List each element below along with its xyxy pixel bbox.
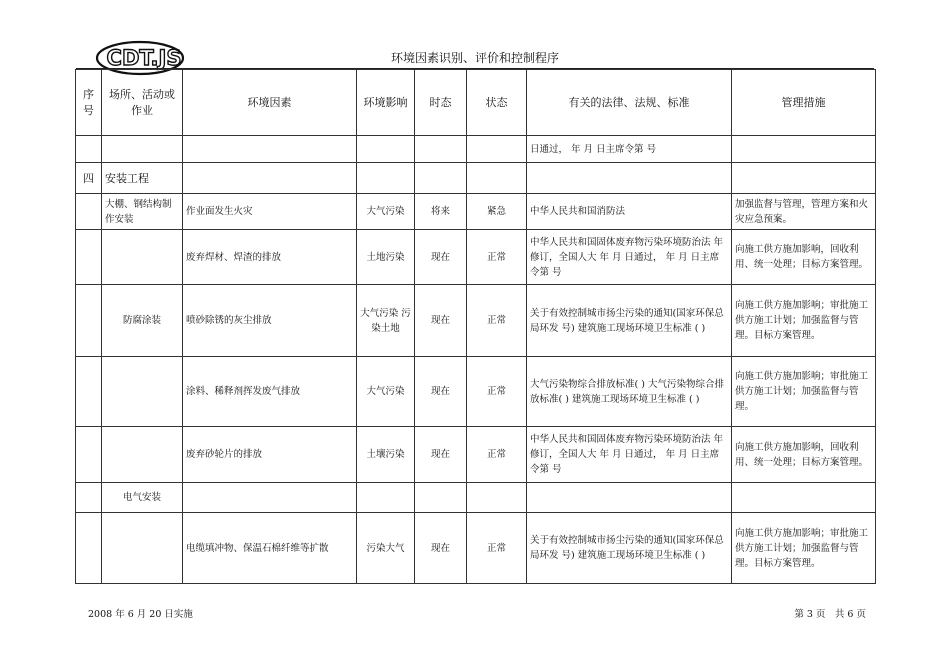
logo-text: CDT.JS [106, 46, 182, 70]
cell-measures [732, 483, 876, 513]
cell-state: 正常 [467, 230, 527, 285]
cell-place: 防腐涂装 [102, 285, 183, 357]
cell-measures: 向施工供方施加影响；审批施工供方施工计划；加强监督与管理。 [732, 357, 876, 427]
cell-state: 正常 [467, 427, 527, 483]
cell-measures: 向施工供方施加影响，回收利用、统一处理；目标方案管理。 [732, 427, 876, 483]
cell-impact: 大气污染 [357, 194, 415, 230]
cell-place: 电气安装 [102, 483, 183, 513]
cell-factor: 喷砂除锈的灰尘排放 [183, 285, 357, 357]
cell-tense [415, 163, 467, 194]
cell-tense: 现在 [415, 513, 467, 584]
table-row [76, 194, 876, 230]
cell-tense [415, 483, 467, 513]
cell-tense [415, 136, 467, 163]
header-seq: 序号 [76, 70, 102, 136]
cell-tense: 现在 [415, 285, 467, 357]
cell-impact [357, 163, 415, 194]
cell-law: 关于有效控制城市扬尘污染的通知(国家环保总局环发 号) 建筑施工现场环境卫生标准 ( ) [527, 513, 732, 584]
cell-seq [76, 230, 102, 285]
footer-page-number: 第 3 页 共 6 页 [794, 609, 866, 620]
cell-law: 关于有效控制城市扬尘污染的通知(国家环保总局环发 号) 建筑施工现场环境卫生标准 ( ) [527, 285, 732, 357]
cell-measures [732, 163, 876, 194]
cell-factor: 涂料、稀释剂挥发废气排放 [183, 357, 357, 427]
cell-seq [76, 513, 102, 584]
cell-measures: 向施工供方施加影响，回收利用、统一处理；目标方案管理。 [732, 230, 876, 285]
header-impact: 环境影响 [357, 70, 415, 136]
cell-tense: 现在 [415, 427, 467, 483]
table-row [76, 483, 876, 513]
cell-seq [76, 357, 102, 427]
footer-effective-date: 2008 年 6 月 20 日实施 [88, 609, 193, 620]
cell-place [102, 427, 183, 483]
cell-seq [76, 194, 102, 230]
cell-tense: 将来 [415, 194, 467, 230]
cell-state: 正常 [467, 357, 527, 427]
table-row [76, 427, 876, 483]
cell-state: 正常 [467, 513, 527, 584]
cell-state [467, 136, 527, 163]
cell-law: 中华人民共和国消防法 [527, 194, 732, 230]
cell-factor: 作业面发生火灾 [183, 194, 357, 230]
table-header-row [76, 70, 876, 136]
cell-tense: 现在 [415, 357, 467, 427]
cell-measures: 加强监督与管理，管理方案和火灾应急预案。 [732, 194, 876, 230]
cell-factor [183, 136, 357, 163]
cell-state [467, 163, 527, 194]
cell-impact: 大气污染 污染土地 [357, 285, 415, 357]
cell-place [102, 357, 183, 427]
header-state: 状态 [467, 70, 527, 136]
cell-factor [183, 483, 357, 513]
cell-state: 紧急 [467, 194, 527, 230]
table-row [76, 136, 876, 163]
cell-tense: 现在 [415, 230, 467, 285]
header-law: 有关的法律、法规、标准 [527, 70, 732, 136]
cell-seq [76, 427, 102, 483]
cell-law: 中华人民共和国固体废弃物污染环境防治法 年修订，全国人大 年 月 日通过， 年 月 日主席令第 号 [527, 230, 732, 285]
cell-seq [76, 136, 102, 163]
cell-law [527, 163, 732, 194]
table-row [76, 230, 876, 285]
header-place: 场所、活动或作业 [102, 70, 183, 136]
cell-measures: 向施工供方施加影响；审批施工供方施工计划；加强监督与管理。目标方案管理。 [732, 285, 876, 357]
cell-impact: 土壤污染 [357, 427, 415, 483]
cell-factor: 电缆填冲物、保温石棉纤维等扩散 [183, 513, 357, 584]
cell-impact [357, 483, 415, 513]
environment-factor-table [75, 69, 876, 584]
header-measures: 管理措施 [732, 70, 876, 136]
cell-impact: 土地污染 [357, 230, 415, 285]
cell-factor [183, 163, 357, 194]
cell-law [527, 483, 732, 513]
cell-impact: 大气污染 [357, 357, 415, 427]
cell-measures: 向施工供方施加影响；审批施工供方施工计划；加强监督与管理。目标方案管理。 [732, 513, 876, 584]
table-row [76, 285, 876, 357]
cell-place: 大棚、钢结构制作安装 [102, 194, 183, 230]
cell-place [102, 513, 183, 584]
cell-factor: 废弃砂轮片的排放 [183, 427, 357, 483]
cell-impact: 污染大气 [357, 513, 415, 584]
cell-place: 安装工程 [102, 163, 183, 194]
cell-law: 大气污染物综合排放标准( ) 大气污染物综合排放标准( ) 建筑施工现场环境卫生标准 ( ) [527, 357, 732, 427]
cell-factor: 废弃焊材、焊渣的排放 [183, 230, 357, 285]
cell-law: 日通过， 年 月 日主席令第 号 [527, 136, 732, 163]
document-title: 环境因素识别、评价和控制程序 [390, 51, 559, 65]
cell-seq [76, 285, 102, 357]
cell-place [102, 136, 183, 163]
cell-state: 正常 [467, 285, 527, 357]
header-factor: 环境因素 [183, 70, 357, 136]
cell-seq [76, 483, 102, 513]
cell-place [102, 230, 183, 285]
table-row [76, 357, 876, 427]
table-row [76, 163, 876, 194]
header-tense: 时态 [415, 70, 467, 136]
cell-measures [732, 136, 876, 163]
cell-impact [357, 136, 415, 163]
cell-law: 中华人民共和国固体废弃物污染环境防治法 年修订，全国人大 年 月 日通过， 年 月 日主席令第 号 [527, 427, 732, 483]
cell-state [467, 483, 527, 513]
cell-seq: 四 [76, 163, 102, 194]
table-row [76, 513, 876, 584]
